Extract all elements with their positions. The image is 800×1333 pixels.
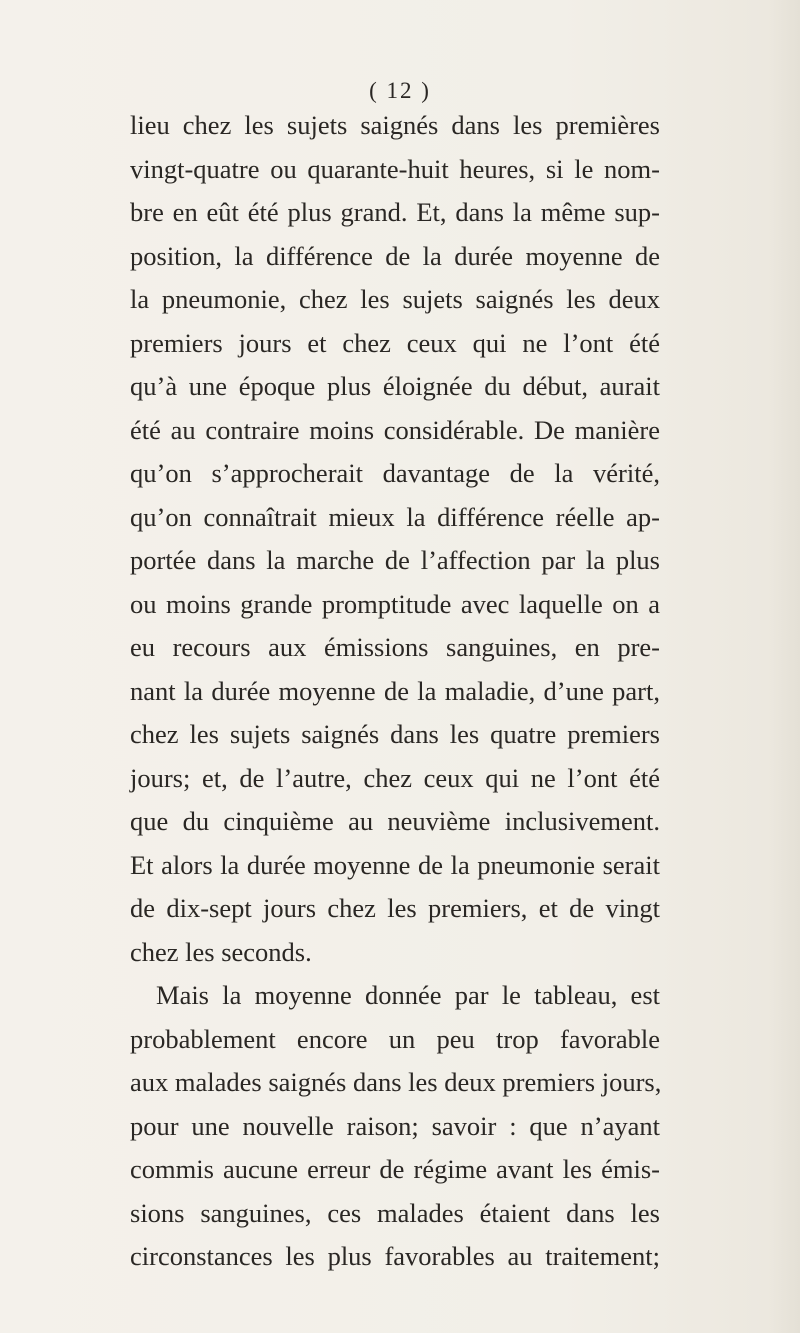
text-line: circonstances les plus favorables au traitement; — [130, 1241, 660, 1271]
text-line: probablement encore un peu trop favorable — [130, 1023, 660, 1054]
text-line: été au contraire moins considérable. De manière — [130, 414, 660, 445]
text-line: que du cinquième au neuvième inclusivement. — [130, 806, 660, 836]
text-line: position, la différence de la durée moyenne de — [130, 240, 660, 271]
text-line: Et alors la durée moyenne de la pneumonie serait — [130, 849, 660, 880]
page-number: ( 12 ) — [369, 78, 431, 103]
text-line: ou moins grande promptitude avec laquelle on a — [130, 588, 660, 619]
text-line: commis aucune erreur de régime avant les émis- — [130, 1154, 660, 1184]
text-line: aux malades saignés dans les deux premiers jours, — [130, 1067, 662, 1097]
text-line: bre en eût été plus grand. Et, dans la même sup- — [130, 197, 660, 227]
text-line: chez les sujets saignés dans les quatre premiers — [130, 719, 660, 749]
text-line: premiers jours et chez ceux qui ne l’ont été — [130, 327, 660, 358]
text-line: qu’on connaîtrait mieux la différence réelle ap- — [130, 501, 660, 532]
text-line: de dix-sept jours chez les premiers, et de vingt — [130, 893, 660, 923]
text-line: sions sanguines, ces malades étaient dans les — [130, 1197, 660, 1228]
paragraph-start-line: Mais la moyenne donnée par le tableau, est — [156, 980, 660, 1010]
paragraph-end-line: chez les seconds. — [130, 936, 312, 967]
text-line: portée dans la marche de l’affection par la plus — [130, 545, 660, 575]
text-line: pour une nouvelle raison; savoir : que n’ayant — [130, 1110, 660, 1141]
text-line: lieu chez les sujets saignés dans les premières — [130, 110, 660, 140]
text-line: vingt-quatre ou quarante-huit heures, si le nom- — [130, 153, 660, 184]
text-line: qu’à une époque plus éloignée du début, aurait — [130, 371, 660, 401]
text-line: jours; et, de l’autre, chez ceux qui ne l’ont été — [130, 762, 660, 793]
text-line: la pneumonie, chez les sujets saignés les deux — [130, 284, 660, 314]
text-line: eu recours aux émissions sanguines, en pre- — [130, 632, 660, 662]
body-text — [130, 104, 660, 1279]
text-line: nant la durée moyenne de la maladie, d’une part, — [130, 675, 660, 706]
text-line: qu’on s’approcherait davantage de la vérité, — [130, 458, 660, 488]
